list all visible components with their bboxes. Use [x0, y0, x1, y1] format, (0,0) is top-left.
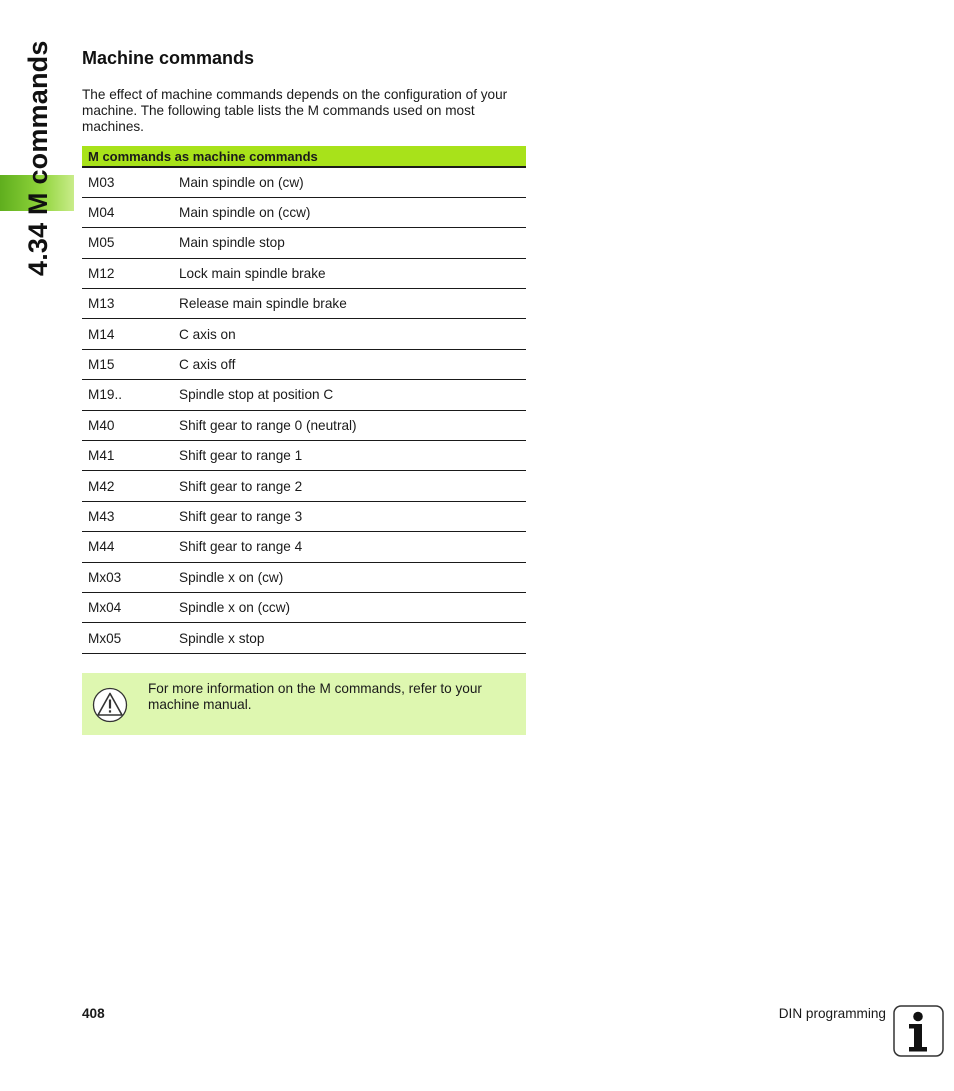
footer-chapter-title: DIN programming — [778, 1006, 886, 1021]
command-code: M41 — [82, 441, 173, 471]
table-row — [82, 592, 526, 622]
command-description: Release main spindle brake — [173, 289, 526, 319]
table-row — [82, 380, 526, 410]
command-code: M43 — [82, 501, 173, 531]
command-code: Mx05 — [82, 623, 173, 653]
table-row — [82, 228, 526, 258]
table-body — [82, 167, 526, 653]
command-description: Main spindle stop — [173, 228, 526, 258]
command-description: C axis off — [173, 349, 526, 379]
table-header-row — [82, 146, 526, 167]
command-code: M03 — [82, 167, 173, 197]
command-description: Shift gear to range 0 (neutral) — [173, 410, 526, 440]
info-icon — [893, 1005, 944, 1057]
page-number: 408 — [82, 1006, 105, 1021]
command-code: M04 — [82, 197, 173, 227]
command-description: C axis on — [173, 319, 526, 349]
m-commands-table — [82, 146, 526, 654]
command-description: Shift gear to range 2 — [173, 471, 526, 501]
command-description: Lock main spindle brake — [173, 258, 526, 288]
table-row — [82, 623, 526, 653]
section-heading: Machine commands — [82, 48, 255, 68]
warning-icon — [92, 687, 128, 723]
command-code: M05 — [82, 228, 173, 258]
table-row — [82, 471, 526, 501]
table-row — [82, 197, 526, 227]
command-description: Shift gear to range 4 — [173, 532, 526, 562]
table-row — [82, 167, 526, 197]
command-description: Spindle x stop — [173, 623, 526, 653]
command-description: Spindle x on (cw) — [173, 562, 526, 592]
table-row — [82, 410, 526, 440]
command-code: M14 — [82, 319, 173, 349]
command-code: Mx04 — [82, 592, 173, 622]
command-description: Main spindle on (cw) — [173, 167, 526, 197]
note-text: For more information on the M commands, refer to your machine manual. — [148, 681, 482, 712]
table-row — [82, 532, 526, 562]
table-row — [82, 258, 526, 288]
command-code: M13 — [82, 289, 173, 319]
table-row — [82, 349, 526, 379]
intro-paragraph: The effect of machine commands depends on the configuration of your machine. The following table lists the M commands used on most machines. — [82, 87, 508, 134]
command-description: Spindle stop at position C — [173, 380, 526, 410]
command-code: M44 — [82, 532, 173, 562]
note-box — [82, 673, 526, 735]
command-code: Mx03 — [82, 562, 173, 592]
command-description: Shift gear to range 1 — [173, 441, 526, 471]
table-row — [82, 562, 526, 592]
table-row — [82, 501, 526, 531]
command-code: M40 — [82, 410, 173, 440]
command-code: M42 — [82, 471, 173, 501]
command-description: Shift gear to range 3 — [173, 501, 526, 531]
command-description: Spindle x on (ccw) — [173, 592, 526, 622]
chapter-side-title: 4.34 M commands — [23, 40, 53, 276]
command-description: Main spindle on (ccw) — [173, 197, 526, 227]
table-row — [82, 289, 526, 319]
command-code: M12 — [82, 258, 173, 288]
table-header: M commands as machine commands — [82, 146, 526, 167]
command-code: M15 — [82, 349, 173, 379]
table-row — [82, 319, 526, 349]
command-code: M19.. — [82, 380, 173, 410]
table-row — [82, 441, 526, 471]
